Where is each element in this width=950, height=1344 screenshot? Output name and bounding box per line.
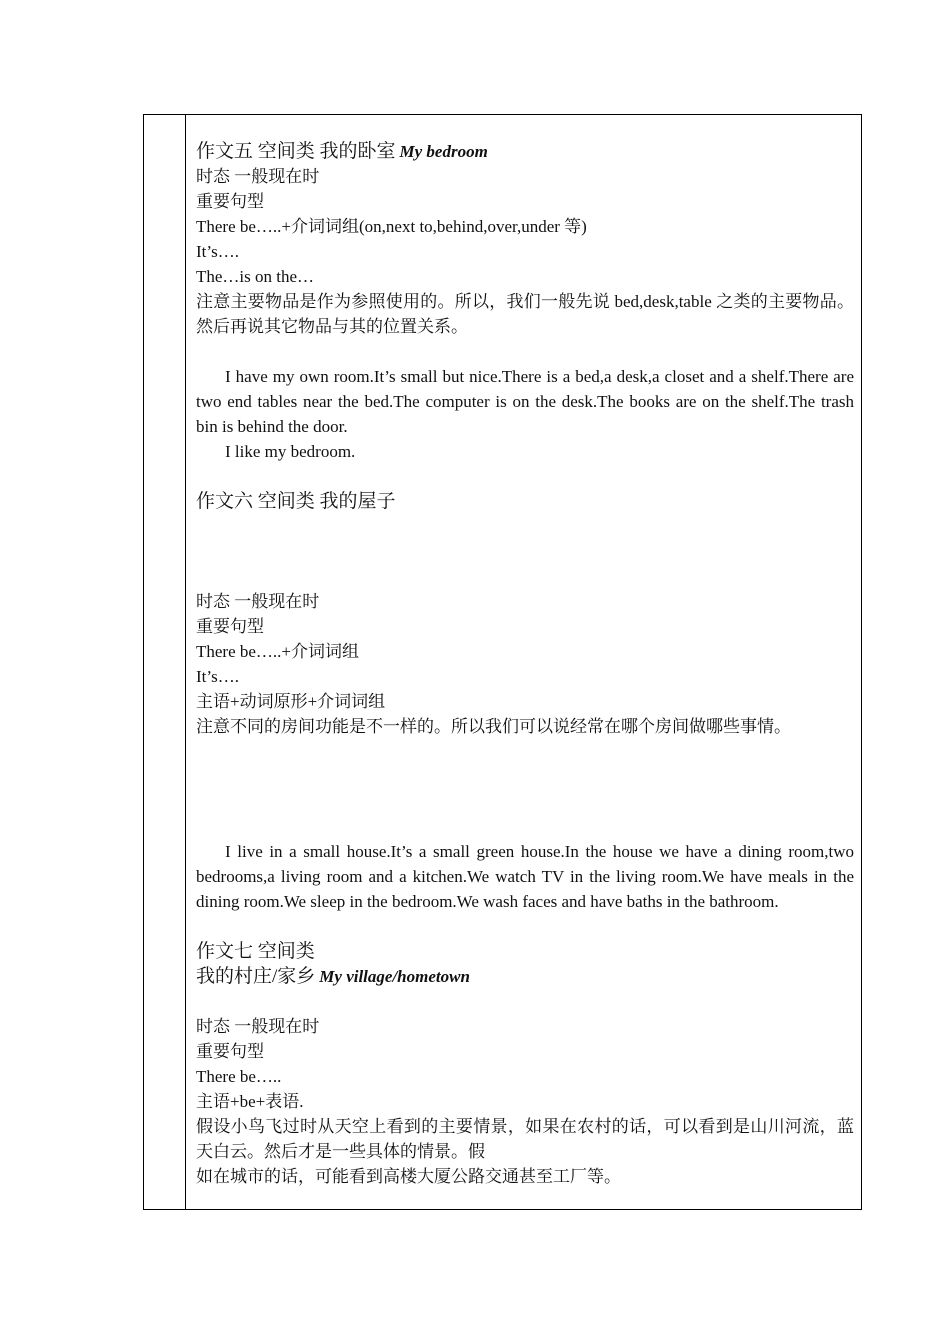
essay7-subtitle-en: My village/hometown: [319, 967, 470, 986]
essay7-title: 作文七 空间类: [196, 941, 315, 962]
essay6-body: I live in a small house.It’s a small green house.In the house we have a dining room,two bedrooms,a living room and a kitchen.We watch TV in the living room.We have meals in the dining room.We sleep in the bedroom.We wash faces and have baths in the bathroom.: [196, 842, 854, 911]
essay5-tense: 时态 一般现在时: [196, 167, 320, 186]
essay5-closing: I like my bedroom.: [225, 442, 356, 461]
essay7-subtitle: [196, 964, 854, 989]
document-table: [143, 114, 862, 1210]
essay5-pattern1: There be…..+介词词组(on,next to,behind,over,under 等): [196, 217, 587, 236]
content-cell: [196, 139, 854, 1189]
essay5-pattern2: It’s….: [196, 242, 239, 261]
left-column: [144, 115, 186, 1209]
essay7-note2: 如在城市的话，可能看到高楼大厦公路交通甚至工厂等。: [196, 1167, 621, 1186]
essay6-pattern3: 主语+动词原形+介词词组: [196, 692, 386, 711]
essay5-title: [196, 139, 854, 164]
essay6-note: 注意不同的房间功能是不一样的。所以我们可以说经常在哪个房间做哪些事情。: [196, 717, 791, 736]
essay5-title-cn: 作文五 空间类 我的卧室: [196, 141, 396, 162]
essay7-note1: 假设小鸟飞过时从天空上看到的主要情景，如果在农村的话，可以看到是山川河流，蓝天白云。然后才是一些具体的情景。假: [196, 1117, 854, 1161]
essay5-pattern3: The…is on the…: [196, 267, 315, 286]
essay5-body: I have my own room.It’s small but nice.There is a bed,a desk,a closet and a shelf.There are two end tables near the bed.The computer is on the desk.The books are on the shelf.The trash bin is behind the door.: [196, 367, 854, 436]
essay6-title: 作文六 空间类 我的屋子: [196, 491, 396, 512]
essay7-key-label: 重要句型: [196, 1042, 264, 1061]
essay6-pattern2: It’s….: [196, 667, 239, 686]
essay7-pattern2: 主语+be+表语.: [196, 1092, 304, 1111]
essay6-key-label: 重要句型: [196, 617, 264, 636]
essay5-title-en: My bedroom: [399, 142, 488, 161]
essay6-pattern1: There be…..+介词词组: [196, 642, 360, 661]
essay7-tense: 时态 一般现在时: [196, 1017, 320, 1036]
essay5-note: 注意主要物品是作为参照使用的。所以，我们一般先说 bed,desk,table 之类的主要物品。然后再说其它物品与其的位置关系。: [196, 292, 854, 336]
essay7-pattern1: There be…..: [196, 1067, 282, 1086]
essay7-subtitle-cn: 我的村庄/家乡: [196, 966, 316, 987]
essay6-tense: 时态 一般现在时: [196, 592, 320, 611]
essay5-key-label: 重要句型: [196, 192, 264, 211]
